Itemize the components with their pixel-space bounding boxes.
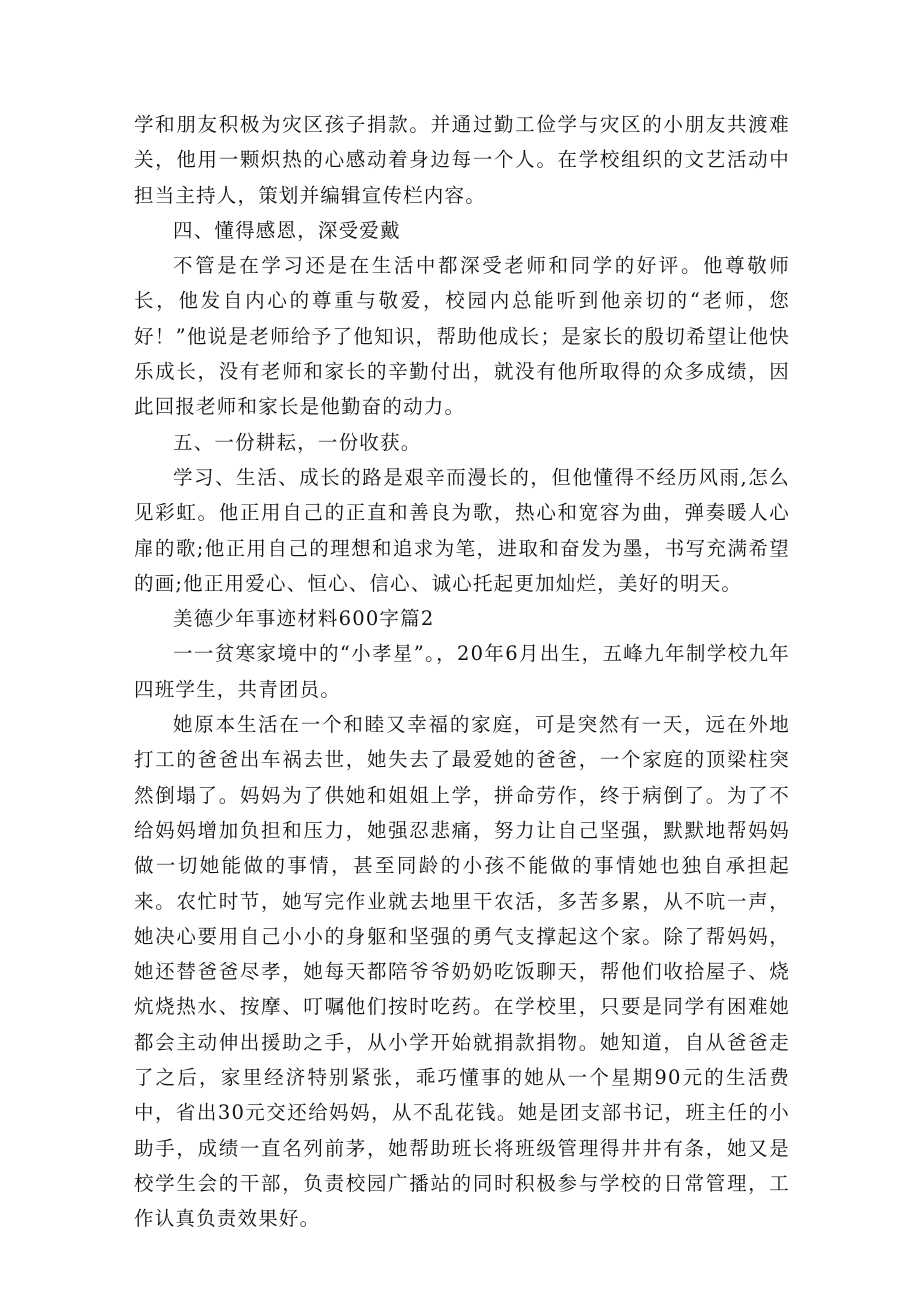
paragraph-5: 学习、生活、成长的路是艰辛而漫长的，但他懂得不经历风雨,怎么见彩虹。他正用自己的正直和善良为歌，热心和宽容为曲，弹奏暖人心扉的歌;他正用自己的理想和追求为笔，进取和奋发为墨，书写充满希望的画;他正用爱心、恒心、信心、诚心托起更加灿烂，美好的明天。 [134, 465, 790, 595]
document-body [134, 107, 790, 1237]
article-title: 美德少年事迹材料600字篇2 [173, 607, 435, 631]
paragraph-1: 学和朋友积极为灾区孩子捐款。并通过勤工俭学与灾区的小朋友共渡难关，他用一颗炽热的心感动着身边每一个人。在学校组织的文艺活动中担当主持人，策划并编辑宣传栏内容。 [134, 113, 790, 207]
paragraph-7: 一一贫寒家境中的“小孝星”。，20年6月出生，五峰九年制学校九年四班学生，共青团员。 [134, 642, 790, 701]
section-heading-4: 四、懂得感恩，深受爱戴 [173, 218, 401, 242]
paragraph-8: 她原本生活在一个和睦又幸福的家庭，可是突然有一天，远在外地打工的爸爸出车祸去世，她失去了最爱她的爸爸，一个家庭的顶梁柱突然倒塌了。妈妈为了供她和姐姐上学，拼命劳作，终于病倒了。为了不给妈妈增加负担和压力，她强忍悲痛，努力让自己坚强，默默地帮妈妈做一切她能做的事情，甚至同龄的小孩不能做的事情她也独自承担起来。农忙时节，她写完作业就去地里干农活，多苦多累，从不吭一声，她决心要用自己小小的身躯和坚强的勇气支撑起这个家。除了帮妈妈，她还替爸爸尽孝，她每天都陪爷爷奶奶吃饭聊天，帮他们收拾屋子、烧炕烧热水、按摩、叮嘱他们按时吃药。在学校里，只要是同学有困难她都会主动伸出援助之手，从小学开始就捐款捐物。她知道，自从爸爸走了之后，家里经济特别紧张，乖巧懂事的她从一个星期90元的生活费中，省出30元交还给妈妈，从不乱花钱。她是团支部书记，班主任的小助手，成绩一直名列前茅，她帮助班长将班级管理得井井有条，她又是校学生会的干部，负责校园广播站的同时积极参与学校的日常管理，工作认真负责效果好。 [134, 713, 790, 1231]
section-heading-5: 五、一份耕耘，一份收获。 [173, 430, 422, 454]
paragraph-3: 不管是在学习还是在生活中都深受老师和同学的好评。他尊敬师长，他发自内心的尊重与敬爱，校园内总能听到他亲切的“老师，您好！”他说是老师给予了他知识，帮助他成长；是家长的殷切希望让他快乐成长，没有老师和家长的辛勤付出，就没有他所取得的众多成绩，因此回报老师和家长是他勤奋的动力。 [134, 254, 790, 419]
